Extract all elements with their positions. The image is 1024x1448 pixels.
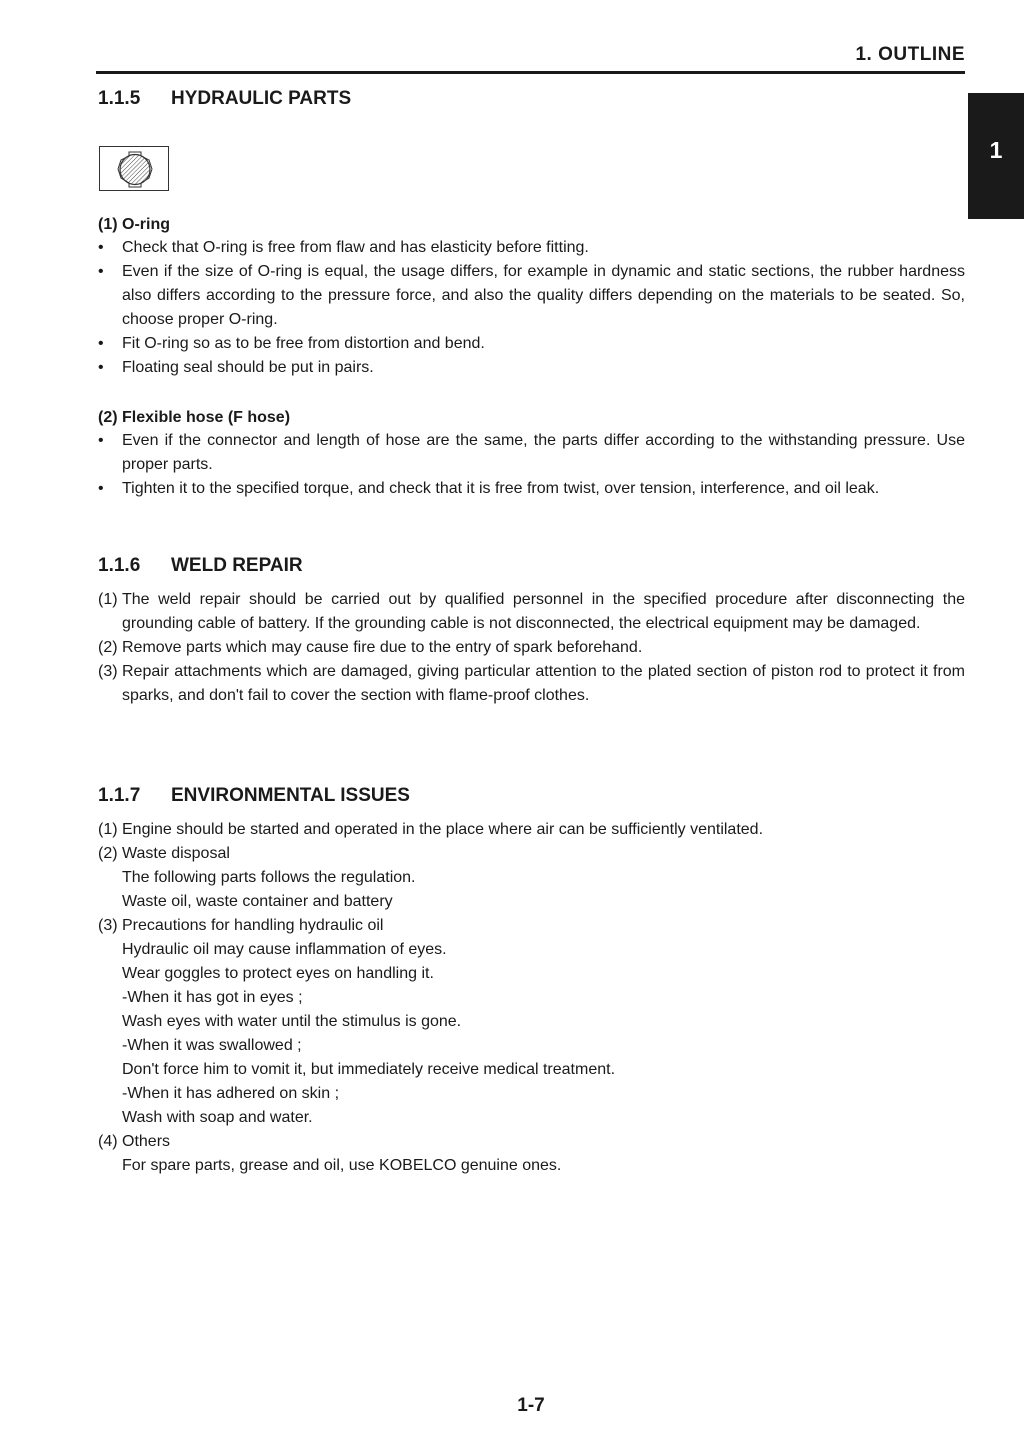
bullet-text: Even if the connector and length of hose are the same, the parts differ according to the withstanding pressure. Use proper parts. xyxy=(122,432,965,473)
list-item xyxy=(98,356,965,380)
item-marker: (4) xyxy=(98,1133,118,1150)
list-item xyxy=(98,588,965,636)
bullet: • xyxy=(98,432,104,449)
item-detail-line: Waste oil, waste container and battery xyxy=(122,893,393,910)
item-marker: (3) xyxy=(98,917,118,934)
section-title: ENVIRONMENTAL ISSUES xyxy=(171,785,410,806)
chapter-tab-label: 1 xyxy=(989,137,1003,163)
section-number: 1.1.5 xyxy=(98,88,141,109)
flexible-hose-heading: (2) Flexible hose (F hose) xyxy=(98,409,291,426)
list-item xyxy=(98,660,965,708)
item-text: Engine should be started and operated in the place where air can be sufficiently ventilated. xyxy=(122,821,764,838)
list-item xyxy=(98,236,965,260)
bullet: • xyxy=(98,335,104,352)
list-item xyxy=(98,914,965,938)
bullet: • xyxy=(98,239,104,256)
weld-repair-list xyxy=(98,588,965,708)
o-ring-cross-section-icon xyxy=(99,146,169,191)
item-marker: (1) xyxy=(98,591,118,608)
item-marker: (3) xyxy=(98,663,118,680)
item-marker: (2) xyxy=(98,639,118,656)
list-item xyxy=(98,477,965,501)
section-heading-weld-repair xyxy=(98,555,303,577)
environmental-issues-list xyxy=(98,818,965,1178)
section-title: WELD REPAIR xyxy=(171,555,303,576)
list-item xyxy=(98,636,965,660)
bullet-text: Check that O-ring is free from flaw and has elasticity before fitting. xyxy=(122,239,589,256)
section-number: 1.1.7 xyxy=(98,785,141,806)
item-text: Others xyxy=(122,1133,171,1150)
item-detail-line: Wear goggles to protect eyes on handling it. xyxy=(122,965,434,982)
list-item xyxy=(98,818,965,842)
item-text: Precautions for handling hydraulic oil xyxy=(122,917,384,934)
item-detail-line: Don't force him to vomit it, but immediately receive medical treatment. xyxy=(122,1061,616,1078)
item-marker: (1) xyxy=(98,821,118,838)
o-ring-heading: (1) O-ring xyxy=(98,216,170,233)
item-text: Remove parts which may cause fire due to the entry of spark beforehand. xyxy=(122,639,643,656)
section-number: 1.1.6 xyxy=(98,555,141,576)
item-detail-line: Wash eyes with water until the stimulus is gone. xyxy=(122,1013,462,1030)
chapter-title: 1. OUTLINE xyxy=(855,44,965,65)
item-text: Repair attachments which are damaged, giving particular attention to the plated section of piston rod to protect it from sparks, and don't fail to cover the section with flame-proof clothes. xyxy=(122,663,965,704)
list-item xyxy=(98,260,965,332)
bullet: • xyxy=(98,480,104,497)
list-item xyxy=(98,429,965,477)
section-heading-environmental-issues xyxy=(98,785,410,807)
item-detail-line: The following parts follows the regulation. xyxy=(122,869,416,886)
bullet-text: Floating seal should be put in pairs. xyxy=(122,359,374,376)
list-item xyxy=(98,842,965,866)
bullet-text: Tighten it to the specified torque, and check that it is free from twist, over tension, interference, and oil leak. xyxy=(122,480,880,497)
list-item xyxy=(98,1130,965,1154)
item-detail-line: For spare parts, grease and oil, use KOBELCO genuine ones. xyxy=(122,1157,562,1174)
bullet: • xyxy=(98,263,104,280)
o-ring-bullet-list xyxy=(98,236,965,380)
item-detail-line: -When it has adhered on skin ; xyxy=(122,1085,340,1102)
section-title: HYDRAULIC PARTS xyxy=(171,88,352,109)
chapter-tab xyxy=(968,93,1024,219)
flexible-hose-bullet-list xyxy=(98,429,965,501)
item-detail-line: -When it has got in eyes ; xyxy=(122,989,303,1006)
list-item xyxy=(98,332,965,356)
bullet-text: Fit O-ring so as to be free from distortion and bend. xyxy=(122,335,485,352)
item-detail-line: Wash with soap and water. xyxy=(122,1109,313,1126)
item-text: Waste disposal xyxy=(122,845,230,862)
header-rule xyxy=(96,71,965,74)
item-detail-line: -When it was swallowed ; xyxy=(122,1037,302,1054)
item-marker: (2) xyxy=(98,845,118,862)
item-text: The weld repair should be carried out by qualified personnel in the specified procedure after disconnecting the grounding cable of battery. If the grounding cable is not disconnected, the electrical equipment may be damaged. xyxy=(122,591,965,632)
bullet-text: Even if the size of O-ring is equal, the usage differs, for example in dynamic and static sections, the rubber hardness also differs according to the pressure force, and also the quality differs depending on the materials to be seated. So, choose proper O-ring. xyxy=(122,263,965,328)
page-number: 1-7 xyxy=(517,1395,545,1416)
bullet: • xyxy=(98,359,104,376)
section-heading-hydraulic-parts xyxy=(98,88,351,110)
item-detail-line: Hydraulic oil may cause inflammation of eyes. xyxy=(122,941,447,958)
